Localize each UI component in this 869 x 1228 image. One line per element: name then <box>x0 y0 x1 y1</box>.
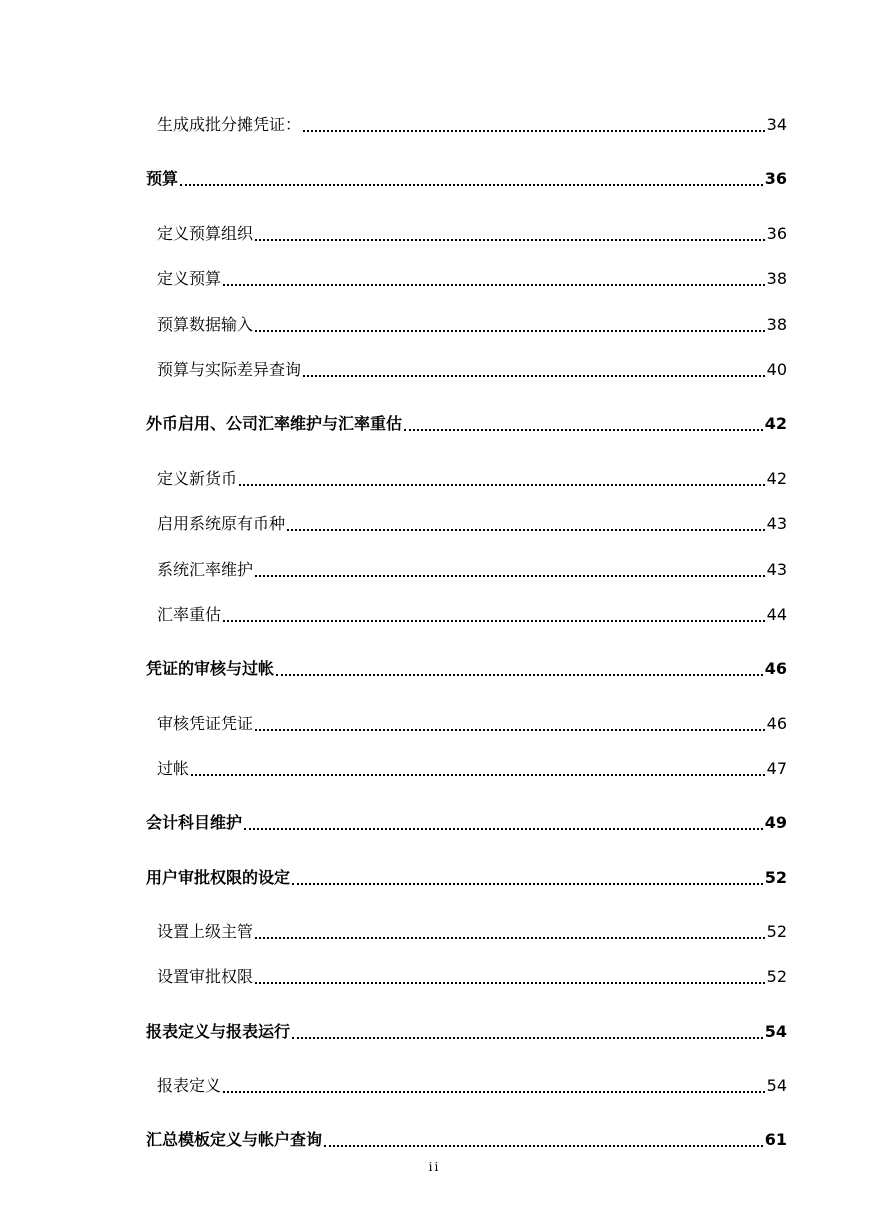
toc-leader-dots <box>303 375 765 377</box>
toc-entry[interactable] <box>146 1127 787 1153</box>
toc-leader-dots <box>255 239 765 241</box>
toc-entry-title: 定义新货币 <box>157 469 238 488</box>
toc-entry[interactable] <box>146 656 787 682</box>
toc-entry-page: 34 <box>766 115 787 134</box>
toc-entry[interactable] <box>157 112 787 138</box>
toc-entry[interactable] <box>157 266 787 292</box>
toc-leader-dots <box>223 284 765 286</box>
toc-entry[interactable] <box>157 756 787 782</box>
toc-leader-dots <box>223 1091 765 1093</box>
toc-entry[interactable] <box>146 166 787 192</box>
toc-entry-title: 设置审批权限 <box>157 967 254 986</box>
toc-entry-page: 43 <box>766 560 787 579</box>
toc-entry-page: 40 <box>766 360 787 379</box>
toc-entry-page: 36 <box>764 169 787 188</box>
toc-entry-page: 47 <box>766 759 787 778</box>
toc-leader-dots <box>255 937 765 939</box>
toc-entry-title: 过帐 <box>157 759 190 778</box>
toc-leader-dots <box>404 429 763 431</box>
toc-entry[interactable] <box>157 466 787 492</box>
toc-entry-title: 凭证的审核与过帐 <box>146 659 275 678</box>
toc-entry-title: 生成成批分摊凭证： <box>157 115 302 134</box>
toc-entry-title: 预算数据输入 <box>157 315 254 334</box>
toc-entry-page: 43 <box>766 514 787 533</box>
toc-leader-dots <box>255 330 765 332</box>
toc-leader-dots <box>287 529 765 531</box>
toc-entry-page: 61 <box>764 1130 787 1149</box>
toc-entry-page: 42 <box>764 414 787 433</box>
toc-entry[interactable] <box>157 1073 787 1099</box>
toc-entry-page: 46 <box>766 714 787 733</box>
toc-entry[interactable] <box>146 1019 787 1045</box>
toc-entry-page: 49 <box>764 813 787 832</box>
toc-entry-title: 预算 <box>146 169 179 188</box>
toc-entry[interactable] <box>157 602 787 628</box>
toc-entry[interactable] <box>146 411 787 437</box>
page-number: ii <box>428 1160 441 1174</box>
toc-leader-dots <box>292 883 763 885</box>
toc-entry[interactable] <box>157 964 787 990</box>
toc-entry[interactable] <box>146 810 787 836</box>
toc-entry-page: 42 <box>766 469 787 488</box>
toc-leader-dots <box>255 575 765 577</box>
toc-entry-title: 系统汇率维护 <box>157 560 254 579</box>
toc-entry-page: 52 <box>766 967 787 986</box>
toc-entry-title: 预算与实际差异查询 <box>157 360 302 379</box>
toc-leader-dots <box>324 1145 763 1147</box>
toc-entry-title: 审核凭证凭证 <box>157 714 254 733</box>
toc-entry[interactable] <box>157 557 787 583</box>
toc-entry-title: 汇总模板定义与帐户查询 <box>146 1130 323 1149</box>
toc-entry-page: 36 <box>766 224 787 243</box>
toc-entry-page: 44 <box>766 605 787 624</box>
toc-leader-dots <box>180 184 763 186</box>
toc-entry-page: 52 <box>766 922 787 941</box>
toc-entry-title: 外币启用、公司汇率维护与汇率重估 <box>146 414 403 433</box>
toc-entry[interactable] <box>157 711 787 737</box>
toc-entry[interactable] <box>157 919 787 945</box>
toc-entry-title: 报表定义与报表运行 <box>146 1022 291 1041</box>
toc-entry[interactable] <box>157 511 787 537</box>
toc-entry-title: 汇率重估 <box>157 605 222 624</box>
toc-entry-page: 54 <box>764 1022 787 1041</box>
toc-leader-dots <box>255 982 765 984</box>
toc-leader-dots <box>255 729 765 731</box>
toc-entry[interactable] <box>157 221 787 247</box>
toc-entry-title: 设置上级主管 <box>157 922 254 941</box>
toc-entry-title: 报表定义 <box>157 1076 222 1095</box>
toc-leader-dots <box>303 130 765 132</box>
toc-entry-title: 会计科目维护 <box>146 813 243 832</box>
toc-entry-page: 52 <box>764 868 787 887</box>
toc-entry-title: 定义预算 <box>157 269 222 288</box>
toc-entry[interactable] <box>146 865 787 891</box>
toc-leader-dots <box>292 1037 763 1039</box>
toc-leader-dots <box>191 774 765 776</box>
toc-entry-title: 用户审批权限的设定 <box>146 868 291 887</box>
toc-leader-dots <box>244 828 763 830</box>
toc-leader-dots <box>276 674 763 676</box>
toc-entry-page: 46 <box>764 659 787 678</box>
toc-entry[interactable] <box>157 312 787 338</box>
toc-leader-dots <box>223 620 765 622</box>
toc-entry-title: 启用系统原有币种 <box>157 514 286 533</box>
toc-entry-page: 38 <box>766 315 787 334</box>
toc-leader-dots <box>239 484 765 486</box>
toc-entry-page: 38 <box>766 269 787 288</box>
toc-entry-page: 54 <box>766 1076 787 1095</box>
toc-entry-title: 定义预算组织 <box>157 224 254 243</box>
toc-entry[interactable] <box>157 357 787 383</box>
